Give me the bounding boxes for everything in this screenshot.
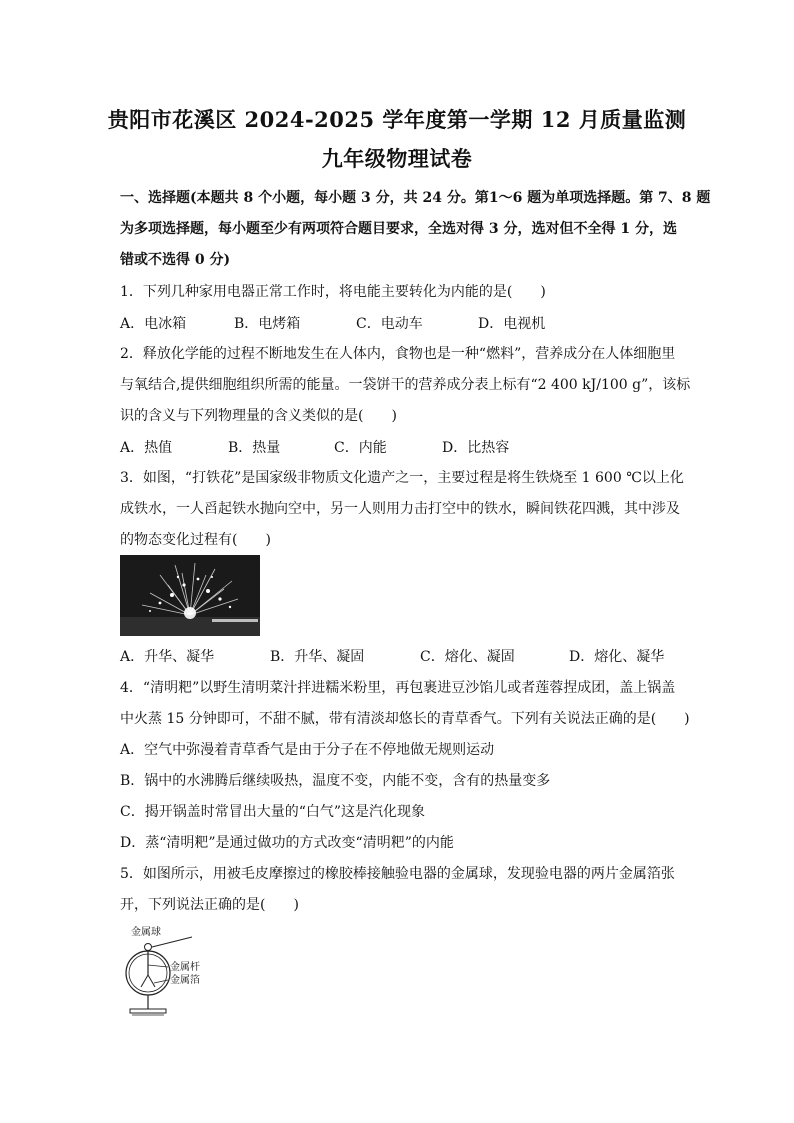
question-3-option-a: A．升华、凝华 <box>120 649 215 665</box>
question-4-line-1: 4．“清明粑”以野生清明菜汁拌进糯米粉里，再包裹进豆沙馅儿或者莲蓉捏成团，盖上锅盖 <box>120 680 676 696</box>
electroscope-diagram <box>120 925 220 1025</box>
question-4-option-d: D．蒸“清明粑”是通过做功的方式改变“清明粑”的内能 <box>120 835 454 851</box>
question-4-option-a: A．空气中弥漫着青草香气是由于分子在不停地做无规则运动 <box>120 742 495 758</box>
question-2-line-2: 与氧结合,提供细胞组织所需的能量。一袋饼干的营养成分表上标有“2 400 kJ/100 g”，该标 <box>120 377 691 393</box>
label-metal-rod: 金属杆 <box>170 962 200 973</box>
page-subtitle: 九年级物理试卷 <box>321 146 473 171</box>
label-metal-foil: 金属箔 <box>170 975 200 986</box>
question-3-line-1: 3．如图，“打铁花”是国家级非物质文化遗产之一，主要过程是将生铁烧至 1 600 ℃以上化 <box>120 470 684 486</box>
section-instructions-line-1: 一、选择题(本题共 8 个小题，每小题 3 分，共 24 分。第1～6 题为单项选择题。第 7、8 题 <box>120 190 711 206</box>
question-2-option-d: D．比热容 <box>442 440 510 456</box>
question-5-line-1: 5．如图所示，用被毛皮摩擦过的橡胶棒接触验电器的金属球，发现验电器的两片金属箔张 <box>120 866 675 882</box>
question-1-option-d: D．电视机 <box>478 316 546 332</box>
question-2-line-3: 识的含义与下列物理量的含义类似的是( ) <box>120 408 397 424</box>
question-3-line-3: 的物态变化过程有( ) <box>120 532 271 548</box>
question-1-option-b: B．电烤箱 <box>234 316 301 332</box>
section-instructions-line-3: 错或不选得 0 分) <box>120 252 231 268</box>
question-2-option-b: B．热量 <box>228 440 281 456</box>
question-1-option-a: A．电冰箱 <box>120 316 187 332</box>
question-5-line-2: 开，下列说法正确的是( ) <box>120 897 299 913</box>
question-3-option-b: B．升华、凝固 <box>270 649 365 665</box>
question-2-line-1: 2．释放化学能的过程不断地发生在人体内，食物也是一种“燃料”，营养成分在人体细胞里 <box>120 346 676 362</box>
question-4-line-2: 中火蒸 15 分钟即可，不甜不腻，带有清淡却悠长的青草香气。下列有关说法正确的是( ) <box>120 711 690 727</box>
question-3-line-2: 成铁水，一人舀起铁水抛向空中，另一人则用力击打空中的铁水，瞬间铁花四溅，其中涉及 <box>120 501 680 517</box>
section-instructions-line-2: 为多项选择题，每小题至少有两项符合题目要求，全选对得 3 分，选对但不全得 1 分，选 <box>120 221 677 237</box>
iron-sparks-photo <box>120 555 260 636</box>
label-metal-ball: 金属球 <box>131 927 161 938</box>
question-2-option-a: A．热值 <box>120 440 173 456</box>
question-1-option-c: C．电动车 <box>356 316 423 332</box>
question-4-option-c: C．揭开锅盖时常冒出大量的“白气”这是汽化现象 <box>120 804 426 820</box>
question-3-option-c: C．熔化、凝固 <box>420 649 515 665</box>
question-3-option-d: D．熔化、凝华 <box>569 649 665 665</box>
electroscope-drawing <box>120 925 220 1025</box>
question-4-option-b: B．锅中的水沸腾后继续吸热，温度不变，内能不变，含有的热量变多 <box>120 773 551 789</box>
question-2-option-c: C．内能 <box>334 440 387 456</box>
question-1-stem: 1．下列几种家用电器正常工作时，将电能主要转化为内能的是( ) <box>120 284 546 300</box>
iron-sparks-image <box>120 555 260 636</box>
page-title: 贵阳市花溪区 2024-2025 学年度第一学期 12 月质量监测 <box>107 107 687 132</box>
